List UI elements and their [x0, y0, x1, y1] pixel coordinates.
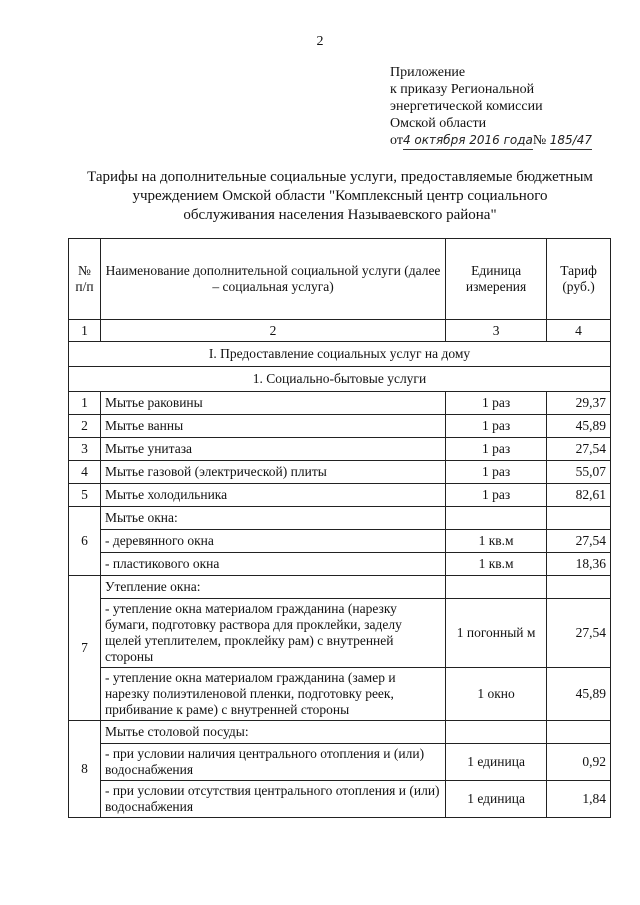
appendix-line-3: энергетической комиссии [390, 99, 543, 114]
section-title: I. Предоставление социальных услуг на дому [69, 342, 611, 367]
header-name: Наименование дополнительной социальной услуги (далее – социальная услуга) [100, 239, 445, 320]
row-name: - утепление окна материалом гражданина (замер и нарезку полиэтиленовой пленки, подготовку реек, прибивание к раме) с внутренней стороны [100, 668, 445, 721]
row-tariff: 45,89 [547, 415, 611, 438]
table-row [69, 507, 611, 530]
row-tariff: 45,89 [547, 668, 611, 721]
appendix-line-4: Омской области [390, 116, 487, 131]
table-row [69, 438, 611, 461]
row-unit: 1 раз [446, 461, 547, 484]
row-tariff: 27,54 [547, 530, 611, 553]
subsection-title: 1. Социально-бытовые услуги [69, 367, 611, 392]
handwritten-number: 185/47 [550, 132, 592, 150]
row-tariff: 27,54 [547, 438, 611, 461]
table-row [69, 668, 611, 721]
row-name: Мытье газовой (электрической) плиты [100, 461, 445, 484]
row-unit: 1 единица [446, 781, 547, 818]
table-row [69, 484, 611, 507]
appendix-line-2: к приказу Региональной [390, 82, 535, 97]
row-unit: 1 раз [446, 484, 547, 507]
row-num: 6 [69, 507, 101, 576]
row-name: - деревянного окна [100, 530, 445, 553]
row-unit: 1 раз [446, 415, 547, 438]
table-row [69, 744, 611, 781]
number-prefix: № [532, 133, 547, 148]
row-unit-empty [446, 721, 547, 744]
row-unit: 1 погонный м [446, 599, 547, 668]
row-heading: Мытье окна: [100, 507, 445, 530]
date-prefix: от [390, 133, 403, 148]
row-tariff: 0,92 [547, 744, 611, 781]
title-line-2: учреждением Омской области "Комплексный центр социального [132, 188, 548, 204]
row-num: 7 [69, 576, 101, 721]
row-name: - при условии отсутствия центрального отопления и (или) водоснабжения [100, 781, 445, 818]
table-header-row [69, 239, 611, 320]
row-unit-empty [446, 507, 547, 530]
table-row [69, 392, 611, 415]
table-row [69, 781, 611, 818]
row-name: - утепление окна материалом гражданина (нарезку бумаги, подготовку раствора для проклейки, заделу щелей утеплителем, проклейку рам) с внутренней стороны [100, 599, 445, 668]
row-unit: 1 единица [446, 744, 547, 781]
appendix-block [390, 64, 630, 150]
row-tariff: 27,54 [547, 599, 611, 668]
appendix-line-1: Приложение [390, 65, 466, 80]
row-unit: 1 раз [446, 438, 547, 461]
row-tariff-empty [547, 576, 611, 599]
table-row [69, 576, 611, 599]
row-num: 2 [69, 415, 101, 438]
row-heading: Мытье столовой посуды: [100, 721, 445, 744]
column-index: 4 [547, 320, 611, 342]
section-row [69, 342, 611, 367]
row-num: 4 [69, 461, 101, 484]
header-tariff: Тариф (руб.) [547, 239, 611, 320]
title-line-3: обслуживания населения Называевского района" [183, 207, 497, 223]
table-row [69, 599, 611, 668]
row-tariff: 55,07 [547, 461, 611, 484]
tariff-table [68, 238, 611, 818]
row-name: - пластикового окна [100, 553, 445, 576]
row-num: 3 [69, 438, 101, 461]
table-row [69, 530, 611, 553]
row-unit: 1 кв.м [446, 530, 547, 553]
row-num: 1 [69, 392, 101, 415]
column-index-row [69, 320, 611, 342]
row-tariff: 29,37 [547, 392, 611, 415]
handwritten-date: 4 октября 2016 года [403, 132, 533, 150]
column-index: 2 [100, 320, 445, 342]
subsection-row [69, 367, 611, 392]
row-unit-empty [446, 576, 547, 599]
row-tariff: 1,84 [547, 781, 611, 818]
column-index: 3 [446, 320, 547, 342]
table-row [69, 415, 611, 438]
row-num: 5 [69, 484, 101, 507]
appendix-date-line [390, 132, 630, 150]
header-num: № п/п [69, 239, 101, 320]
table-row [69, 461, 611, 484]
row-unit: 1 раз [446, 392, 547, 415]
row-name: Мытье раковины [100, 392, 445, 415]
row-tariff-empty [547, 507, 611, 530]
row-unit: 1 окно [446, 668, 547, 721]
header-unit: Единица измерения [446, 239, 547, 320]
title-line-1: Тарифы на дополнительные социальные услуги, предоставляемые бюджетным [87, 169, 593, 185]
row-name: Мытье унитаза [100, 438, 445, 461]
row-unit: 1 кв.м [446, 553, 547, 576]
table-row [69, 553, 611, 576]
row-num: 8 [69, 721, 101, 818]
row-tariff-empty [547, 721, 611, 744]
row-name: Мытье холодильника [100, 484, 445, 507]
row-tariff: 82,61 [547, 484, 611, 507]
row-heading: Утепление окна: [100, 576, 445, 599]
table-row [69, 721, 611, 744]
row-name: Мытье ванны [100, 415, 445, 438]
row-tariff: 18,36 [547, 553, 611, 576]
column-index: 1 [69, 320, 101, 342]
document-title [60, 168, 620, 225]
page-number: 2 [316, 34, 324, 49]
row-name: - при условии наличия центрального отопления и (или) водоснабжения [100, 744, 445, 781]
